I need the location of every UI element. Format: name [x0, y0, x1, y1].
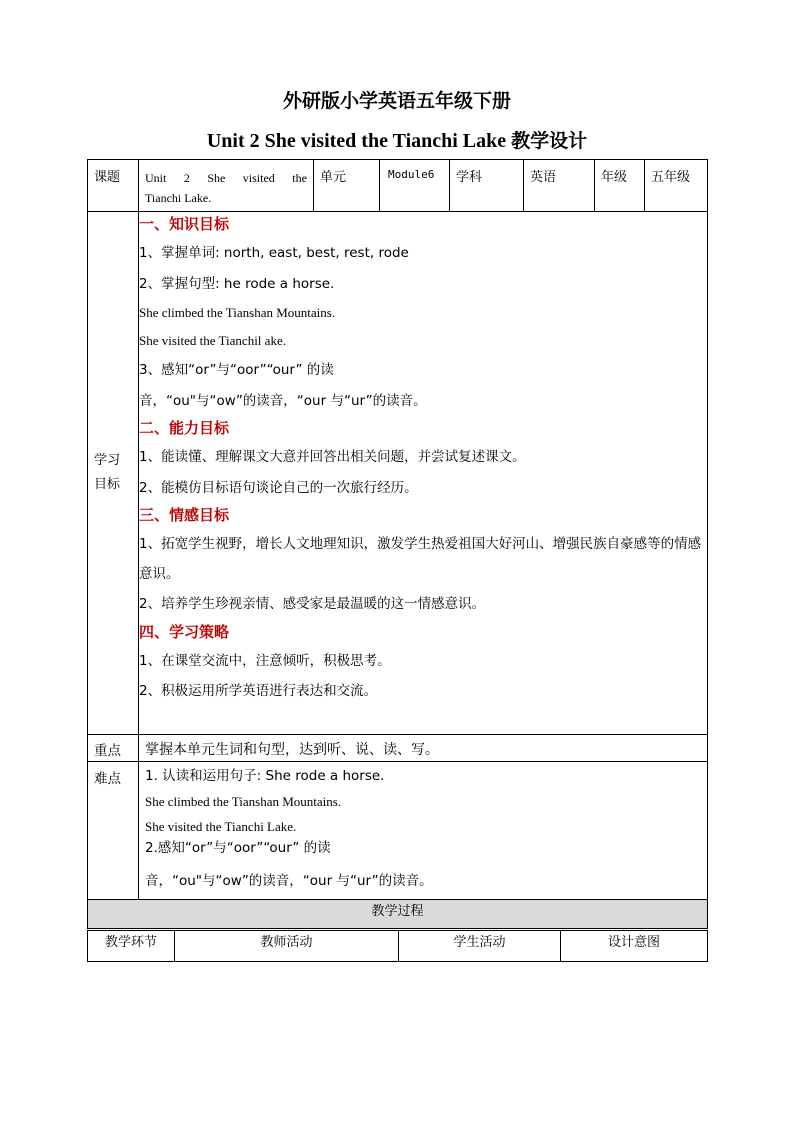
topic-word: She — [207, 171, 226, 185]
objectives-label-cell — [88, 212, 139, 735]
topic-value-cell — [139, 160, 314, 212]
emotion-line: 2、培养学生珍视亲情、感受家是最温暖的这一情感意识。 — [139, 596, 486, 612]
subject-label: 学科 — [456, 170, 483, 185]
topic-word: Unit — [145, 171, 167, 185]
objectives-label-line2: 目标 — [94, 477, 121, 492]
unit-value: Module6 — [388, 168, 435, 181]
process-columns-table — [87, 930, 708, 962]
subject-label-cell — [450, 160, 524, 212]
knowledge-line: 3、感知“or”与“oor”“our” 的读 — [139, 362, 334, 378]
difficulty-content — [139, 762, 708, 900]
grade-label-cell — [595, 160, 645, 212]
objectives-label-line1: 学习 — [94, 453, 121, 468]
strategy-line: 2、积极运用所学英语进行表达和交流。 — [139, 683, 378, 699]
strategy-heading: 四、学习策略 — [139, 622, 230, 641]
unit-value-cell — [380, 160, 450, 212]
topic-label-cell — [88, 160, 139, 212]
column-header: 教学环节 — [88, 931, 175, 962]
objectives-row — [88, 212, 708, 735]
grade-value: 五年级 — [651, 170, 691, 185]
emotion-line: 1、拓宽学生视野，增长人文地理知识，激发学生热爱祖国大好河山、增强民族自豪感等的情感意识。 — [139, 536, 702, 582]
emotion-heading: 三、情感目标 — [139, 506, 230, 524]
subtitle-english: Unit 2 She visited the Tianchi Lake — [206, 130, 512, 152]
topic-word: 2 — [183, 171, 190, 185]
process-title: 教学过程 — [88, 900, 708, 929]
objectives-content — [139, 212, 708, 735]
document-subtitle — [0, 126, 794, 153]
key-point-text: 掌握本单元生词和句型，达到听、说、读、写。 — [145, 742, 439, 758]
ability-heading: 二、能力目标 — [139, 419, 230, 437]
column-header: 设计意图 — [561, 931, 708, 962]
difficulty-line: She visited the Tianchi Lake. — [145, 819, 297, 834]
key-point-label: 重点 — [94, 743, 121, 759]
topic-label: 课题 — [94, 170, 121, 185]
key-point-label-cell — [88, 735, 139, 762]
difficulty-label: 难点 — [94, 771, 121, 787]
topic-value — [139, 160, 313, 205]
difficulty-line: She climbed the Tianshan Mountains. — [145, 794, 342, 809]
key-point-text-cell — [139, 735, 708, 762]
difficulty-line: 音，“ou"与“ow”的读音，“our 与“ur”的读音。 — [145, 873, 433, 889]
knowledge-heading: 一、知识目标 — [139, 215, 230, 233]
difficulty-label-cell — [88, 762, 139, 900]
knowledge-line: 2、掌握句型: he rode a horse. — [139, 275, 335, 292]
document-title: 外研版小学英语五年级下册 — [282, 90, 511, 112]
unit-label: 单元 — [320, 170, 347, 185]
subtitle-chinese: 教学设计 — [511, 130, 588, 152]
column-header: 教师活动 — [175, 931, 399, 962]
process-title-row — [88, 900, 708, 929]
difficulty-row — [88, 762, 708, 900]
knowledge-line: She climbed the Tianshan Mountains. — [139, 305, 336, 320]
strategy-line: 1、在课堂交流中，注意倾听，积极思考。 — [139, 652, 391, 669]
topic-word: the — [292, 171, 307, 185]
difficulty-line: 2.感知“or”与“oor”“our” 的读 — [145, 840, 331, 856]
ability-line: 2、能模仿目标语句谈论自己的一次旅行经历。 — [139, 479, 418, 496]
knowledge-line: She visited the Tianchil ake. — [139, 333, 286, 348]
header-row — [88, 160, 708, 212]
process-columns-row — [88, 931, 708, 962]
unit-label-cell — [314, 160, 380, 212]
knowledge-line: 1、掌握单词: north, east, best, rest, rode — [139, 245, 409, 261]
subject-value-cell — [524, 160, 595, 212]
lesson-plan-table — [87, 159, 708, 929]
difficulty-line: 1. 认读和运用句子: She rode a horse. — [145, 768, 385, 784]
topic-line2: Tianchi Lake. — [145, 191, 212, 205]
topic-word: visited — [242, 171, 275, 185]
key-point-row — [88, 735, 708, 762]
knowledge-line: 音，“ou"与“ow”的读音，“our 与“ur”的读音。 — [139, 392, 427, 409]
ability-line: 1、能读懂、理解课文大意并回答出相关问题，并尝试复述课文。 — [139, 449, 526, 465]
grade-value-cell — [645, 160, 708, 212]
subject-value: 英语 — [530, 170, 557, 185]
column-header: 学生活动 — [399, 931, 561, 962]
grade-label: 年级 — [601, 170, 628, 185]
